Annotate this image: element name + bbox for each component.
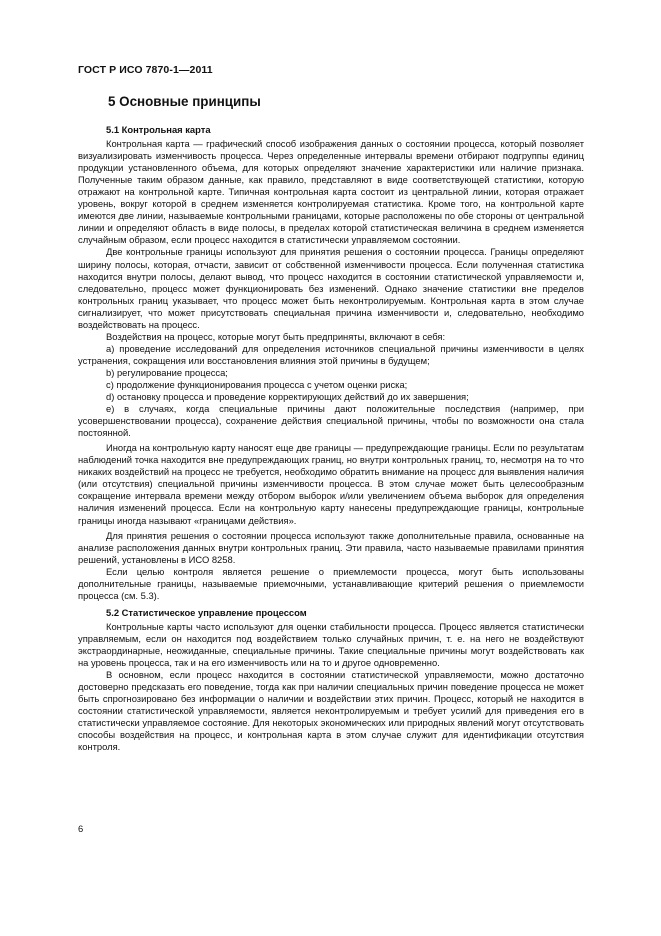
paragraph: Иногда на контрольную карту наносят еще две границы — предупреждающие границы. Если по результатам наблюдений точка находится вне предупреждающих границ, но внутри контрольных границ, то, несмотря на то что никаких воздействий на процесс не требуется, необходимо обратить внимание на процесс для выявления наличия (или отсутствия) специальной причины изменчивости процесса. В этом случае может быть целесообразным сокращение интервала времени между отбором выборок и/или увеличением объема выборок для определения наличия изменений процесса. Если на контрольную карту нанесены предупреждающие границы, контрольные границы иногда называют «границами действия». bbox=[78, 442, 584, 526]
paragraph: В основном, если процесс находится в состоянии статистической управляемости, можно достаточно достоверно предсказать его поведение, тогда как при наличии специальных причин поведение процесса не может быть спрогнозировано без информации о наличии и воздействии этих причин. Процесс, который не находится в состоянии статистической управляемости, является неконтролируемым и требует усилий для приведения его в статистически управляемое состояние. Для некоторых экономических или природных явлений могут отсутствовать способы воздействия на процесс, и контрольная карта в этом случае служит для идентификации отсутствия контроля. bbox=[78, 669, 584, 753]
list-item: b) регулирование процесса; bbox=[106, 366, 228, 378]
subsection-title: 5.2 Статистическое управление процессом bbox=[106, 606, 307, 618]
document-body bbox=[78, 124, 584, 753]
section-title: 5 Основные принципы bbox=[108, 94, 261, 109]
subsection-title: 5.1 Контрольная карта bbox=[106, 124, 211, 135]
paragraph: Если целью контроля является решение о приемлемости процесса, могут быть использованы дополнительные границы, называемые приемочными, устанавливающие критерий решения о приемлемости процесса (см. 5.3). bbox=[78, 565, 584, 601]
page-number: 6 bbox=[78, 823, 84, 834]
list-item: c) продолжение функционирования процесса с учетом оценки риска; bbox=[106, 378, 408, 390]
list-item: e) в случаях, когда специальные причины дают положительные последствия (например, при усовершенствовании процесса), сохранение действия специальной причины, чтобы по возможности она стала постоянной. bbox=[78, 403, 584, 439]
paragraph: Для принятия решения о состоянии процесса используют также дополнительные правила, основанные на анализе расположения данных внутри контрольных границ. Эти правила, часто называемые правилами принятия решений, установлены в ИСО 8258. bbox=[78, 529, 584, 565]
paragraph: Контрольная карта — графический способ изображения данных о состоянии процесса, который позволяет визуализировать изменчивость процесса. Через определенные интервалы времени отбирают подгруппы единиц продукции установленного объема, для которых определяют значение характеристики или наличие признака. Полученные таким образом данные, как правило, представляют в виде соответствующей статистики, которую отражают на контрольной карте. Типичная контрольная карта состоит из центральной линии, которая отражает уровень, вокруг которой в среднем изменяется контролируемая статистика. Кроме того, на контрольной карте имеются две линии, называемые контрольными границами, которые расположены по обе стороны от центральной линии и определяют область в виде полосы, в пределах которой статистическая величина в среднем изменяется случайным образом, если процесс находится в статистически управляемом состоянии. bbox=[78, 138, 584, 246]
list-item: d) остановку процесса и проведение корректирующих действий до их завершения; bbox=[106, 391, 469, 403]
paragraph: Воздействия на процесс, которые могут быть предприняты, включают в себя: bbox=[106, 330, 446, 342]
list-item: a) проведение исследований для определения источников специальной причины изменчивости в целях устранения, сокращения или восстановления влияния этой причины в будущем; bbox=[78, 342, 584, 366]
document-header: ГОСТ Р ИСО 7870-1—2011 bbox=[78, 64, 213, 76]
paragraph: Контрольные карты часто используют для оценки стабильности процесса. Процесс является статистически управляемым, если он находится под воздействием только случайных причин, т. е. на него не воздействуют экстраординарные, неожиданные, специальные причины. Такие специальные причины могут воздействовать как на уровень процесса, так и на его изменчивость или на то и другое одновременно. bbox=[78, 620, 584, 669]
paragraph: Две контрольные границы используют для принятия решения о состоянии процесса. Границы определяют ширину полосы, которая, отчасти, зависит от собственной изменчивости процесса. Если полученная статистика находится внутри полосы, делают вывод, что процесс находится в состоянии статистической управляемости и, следовательно, процесс может функционировать без изменений. Однако значение статистики вне пределов контрольных границ указывает, что процесс может быть неконтролируемым. Контрольная карта в этом случае сигнализирует, что может присутствовать специальная причина изменчивости и, следовательно, необходимо воздействовать на процесс. bbox=[78, 246, 584, 330]
